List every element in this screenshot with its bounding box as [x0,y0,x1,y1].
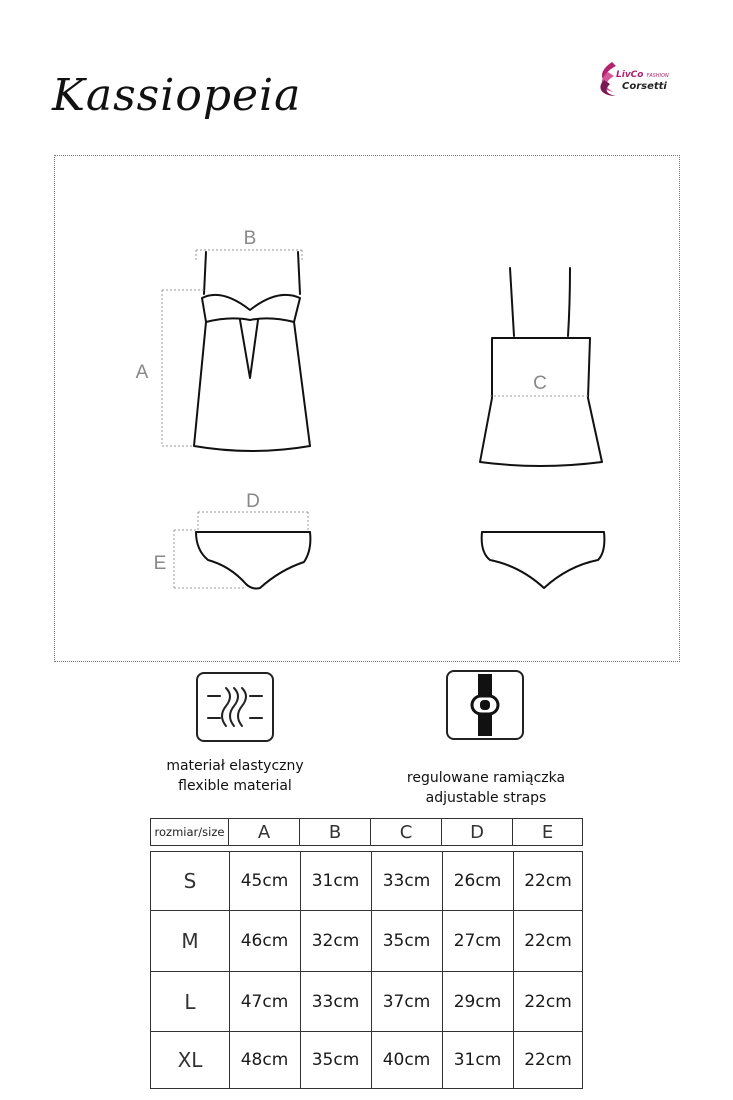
panties-back-drawing [482,532,605,588]
label-b: B [243,228,257,249]
camisole-front-drawing [194,252,310,451]
size-cell: XL [177,1048,203,1072]
header-c: C [370,818,442,846]
table-cell: 22cm [524,991,572,1012]
header-b: B [299,818,371,846]
table-cell: 22cm [524,931,572,951]
header-size: rozmiar/size [150,818,229,846]
adjustable-strap-icon [446,670,524,740]
flexible-material-icon [196,672,274,742]
camisole-back-drawing [480,268,602,466]
size-cell: L [184,989,196,1014]
table-cell: 32cm [311,931,360,951]
brand-name-line2: Corsetti [622,81,667,92]
table-cell: 46cm [240,931,289,951]
table-cell: 31cm [311,871,360,891]
header-d: D [441,818,513,846]
flexible-material-label: materiał elastyczny flexible material [166,758,304,794]
table-cell: 31cm [453,1050,502,1070]
size-table [150,851,583,1089]
label-c: C [533,373,547,394]
table-cell: 27cm [453,931,502,951]
header-e: E [512,818,583,846]
size-cell: M [181,929,199,953]
product-title: Kassiopeia [52,70,302,121]
adjustable-straps-label: regulowane ramiączka adjustable straps [406,770,566,806]
panties-front-drawing [196,532,310,589]
table-cell: 48cm [240,1050,289,1070]
header-a: A [228,818,300,846]
table-cell: 33cm [311,991,360,1012]
table-cell: 33cm [382,871,431,891]
label-d: D [246,491,260,512]
table-cell: 37cm [382,991,431,1012]
label-e: E [153,553,167,574]
table-cell: 22cm [524,871,572,891]
table-cell: 22cm [524,1050,572,1070]
table-cell: 35cm [311,1050,360,1070]
table-cell: 29cm [453,991,502,1012]
size-cell: S [183,869,197,893]
table-cell: 35cm [382,931,431,951]
brand-name-line1: LivCo FASHION [616,70,669,80]
table-cell: 45cm [240,871,289,891]
label-a: A [135,362,149,383]
table-cell: 40cm [382,1050,431,1070]
table-cell: 26cm [453,871,502,891]
table-cell: 47cm [240,991,289,1012]
